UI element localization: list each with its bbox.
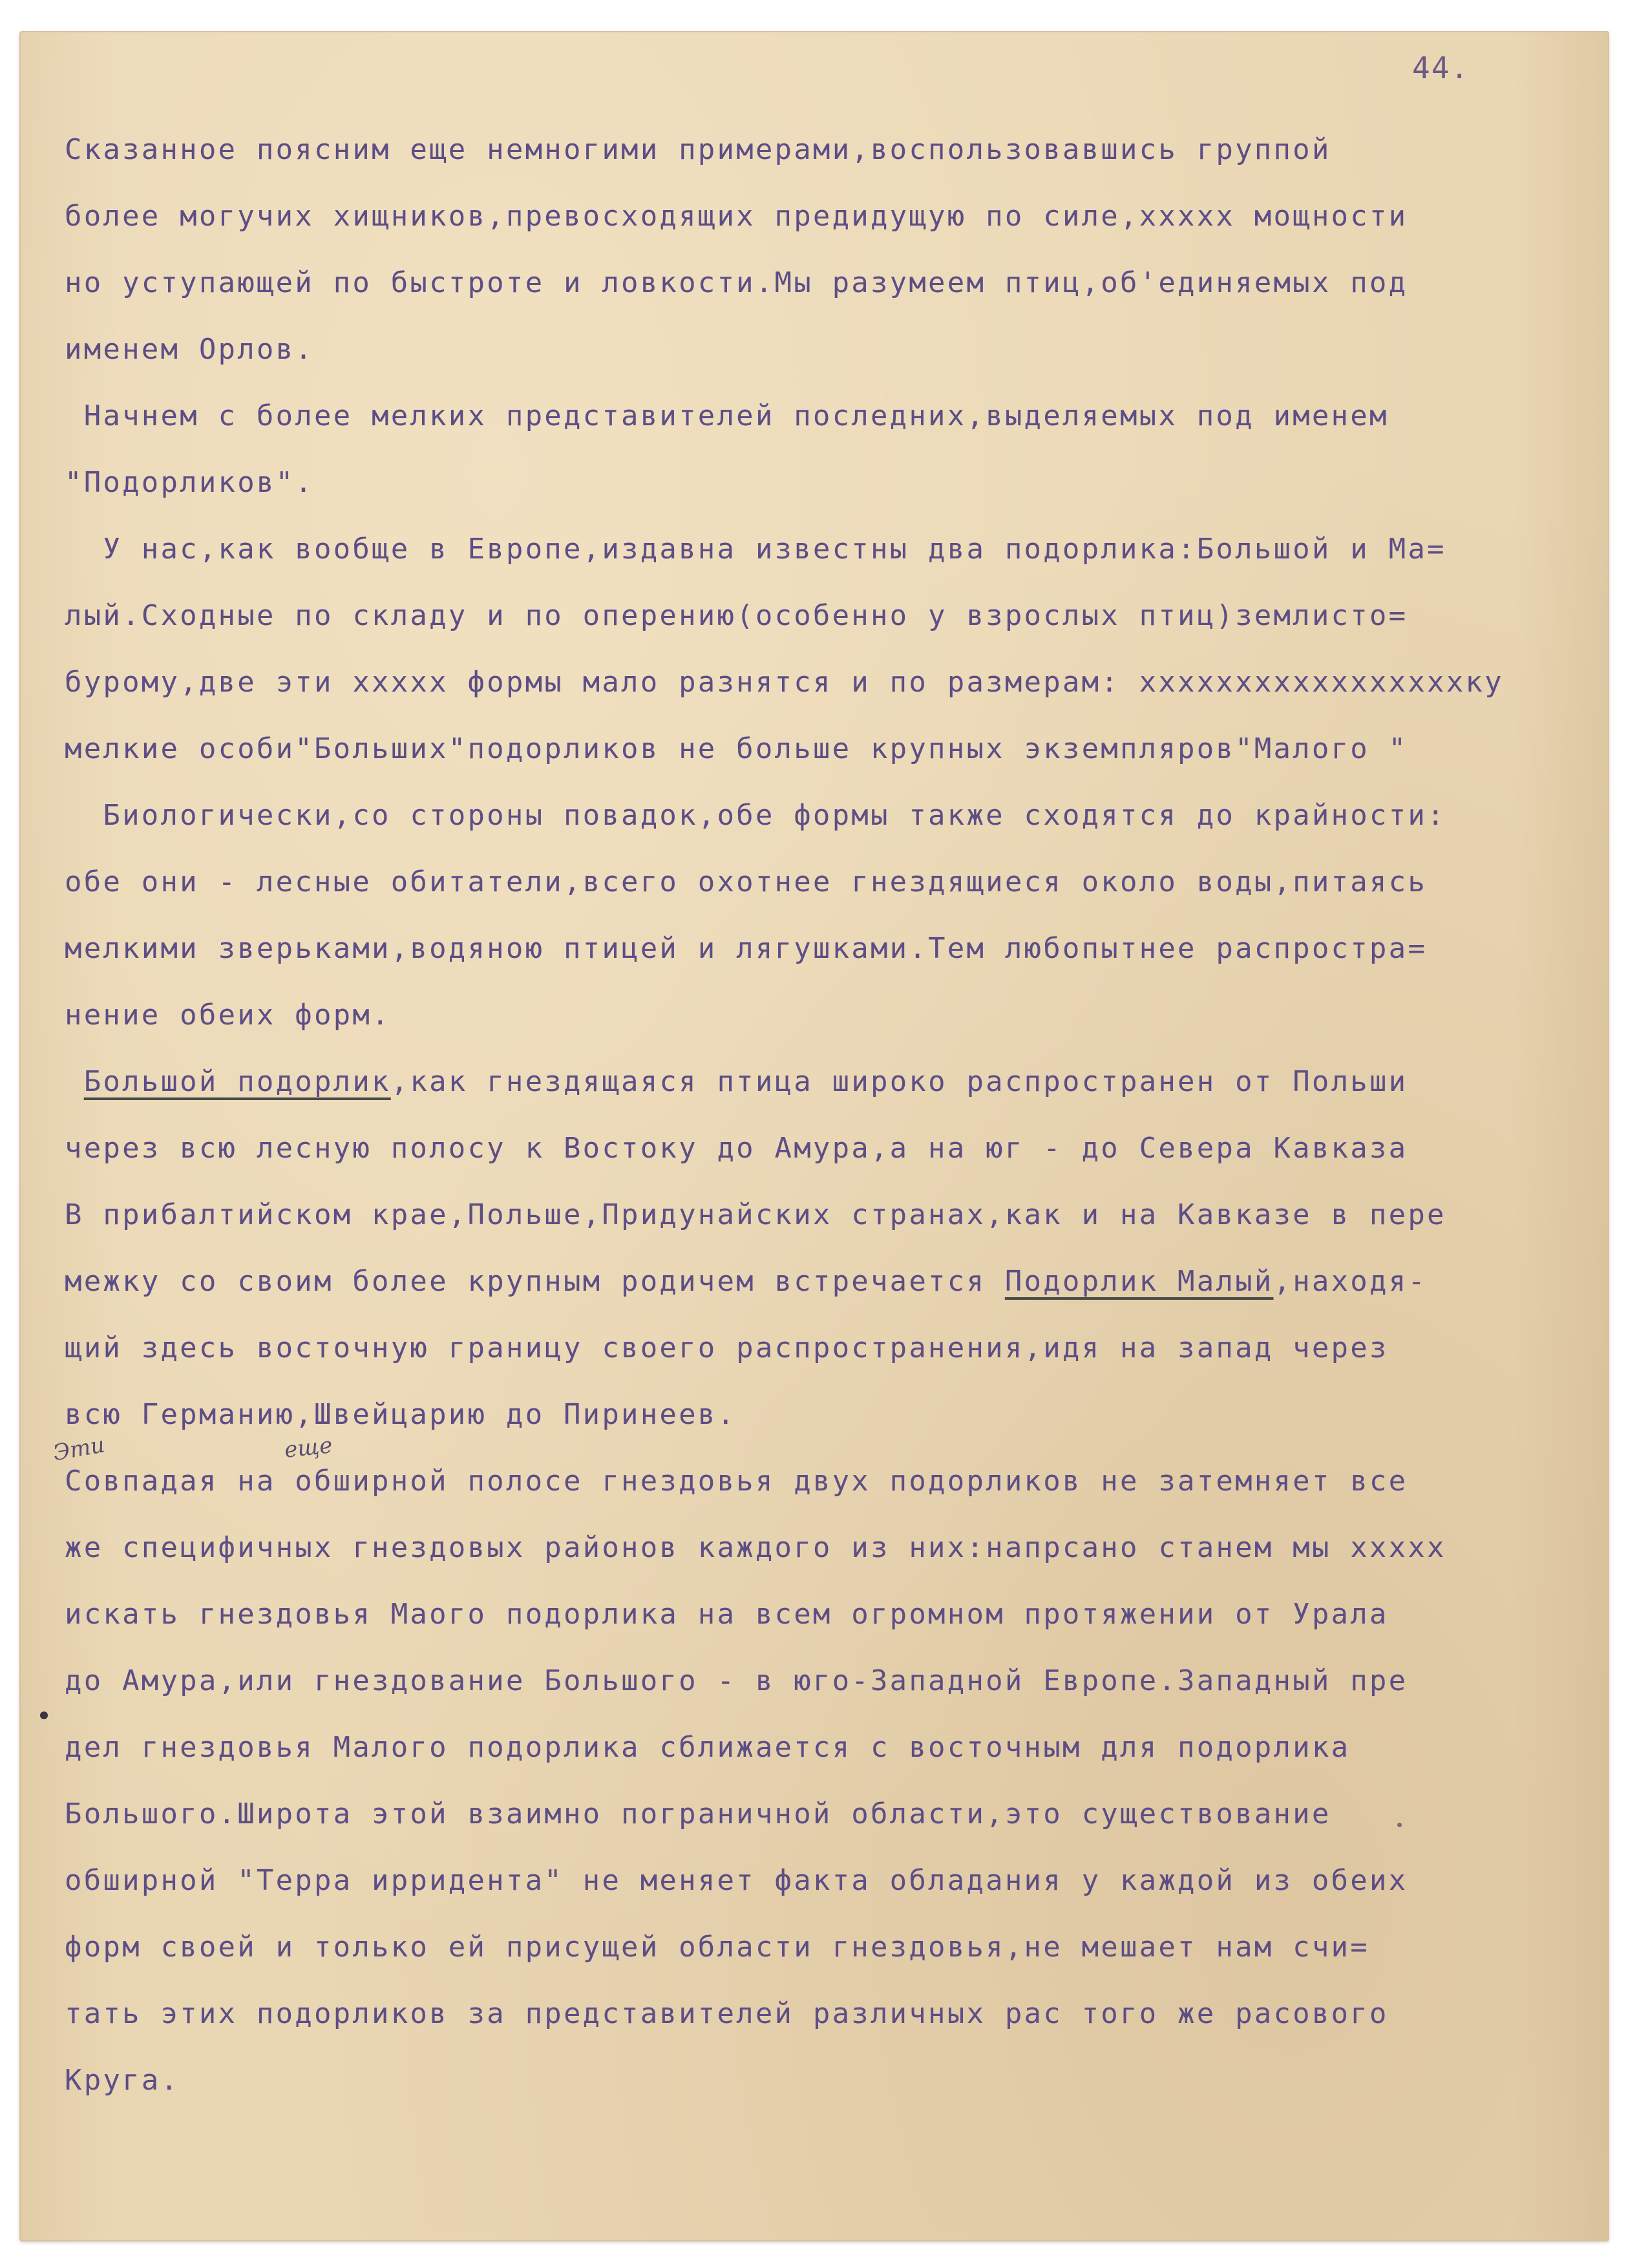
text-line: "Подорликов". (65, 466, 314, 499)
text-line: через всю лесную полосу к Востоку до Амура,а на юг - до Севера Кавказа (65, 1132, 1408, 1165)
ink-spot (40, 1712, 48, 1719)
text-line: тать этих подорликов за представителей различных рас того же расового (65, 1997, 1389, 2030)
text-line: обширной "Терра ирридента" не меняет факта обладания у каждой из обеих (65, 1864, 1408, 1897)
handwritten-margin-note: Эти (51, 1432, 107, 1467)
typed-text-body (65, 116, 1629, 2114)
text-line-underlined (65, 1248, 1629, 1315)
text-line: Начнем с более мелких представителей последних,выделяемых под именем (65, 399, 1389, 432)
text-line: более могучих хищников,превосходящих предидущую по силе,xxxxx мощности (65, 200, 1408, 233)
text-line-rest: ,как гнездящаяся птица широко распространен от Польши (390, 1065, 1408, 1098)
page-number: 44. (1412, 50, 1470, 85)
text-line: лый.Сходные по складу и по оперению(особенно у взрослых птиц)землисто= (65, 599, 1408, 632)
text-line: мелкими зверьками,водяною птицей и лягушками.Тем любопытнее распростра= (65, 932, 1428, 965)
text-line: Биологически,со стороны повадок,обе формы также сходятся до крайности: (65, 799, 1446, 832)
text-line: но уступающей по быстроте и ловкости.Мы разумеем птиц,об'единяемых под (65, 266, 1408, 299)
text-line: до Амура,или гнездование Большого - в юго-Западной Европе.Западный пре (65, 1664, 1408, 1697)
text-line: обе они - лесные обитатели,всего охотнее гнездящиеся около воды,питаясь (65, 865, 1428, 898)
text-line: же специфичных гнездовых районов каждого из них:напрсано станем мы xxxxx (65, 1531, 1446, 1564)
text-line: форм своей и только ей присущей области гнездовья,не мешает нам счи= (65, 1931, 1369, 1964)
text-line: нение обеих форм. (65, 999, 391, 1032)
text-line: Совпадая на обширной полосе гнездовья двух подорликов не затемняет все (65, 1465, 1408, 1498)
underlined-term: Подорлик Малый (1004, 1265, 1274, 1298)
text-line: дел гнездовья Малого подорлика сближается с восточным для подорлика (65, 1731, 1351, 1764)
text-line: искать гнездовья Маого подорлика на всем огромном протяжении от Урала (65, 1598, 1389, 1631)
text-line: всю Германию,Швейцарию до Пиринеев. (65, 1398, 737, 1431)
text-line: мелкие особи"Больших"подорликов не больше крупных экземпляров"Малого " (65, 732, 1408, 765)
text-line: У нас,как вообще в Европе,издавна известны два подорлика:Большой и Ма= (65, 533, 1446, 566)
text-line-underlined (65, 1048, 1629, 1115)
text-line: В прибалтийском крае,Польше,Придунайских странах,как и на Кавказе в пере (65, 1198, 1446, 1231)
text-line: Круга. (65, 2064, 180, 2097)
text-line-part: ,находя- (1273, 1265, 1428, 1298)
text-line: бурому,две эти xxxxx формы мало разнятся и по размерам: xxxxxxxxxxxxxxxxxку (65, 666, 1504, 699)
text-line: Большого.Широта этой взаимно пограничной области,это существование (65, 1797, 1331, 1830)
underlined-term: Большой подорлик (83, 1065, 391, 1098)
text-line-part: межку со своим более крупным родичем встречается (65, 1265, 1005, 1298)
handwritten-above-note: еще (283, 1432, 334, 1463)
text-line: именем Орлов. (65, 333, 314, 366)
text-line: Сказанное поясним еще немногими примерами,воспользовавшись группой (65, 133, 1331, 166)
text-line: щий здесь восточную границу своего распространения,идя на запад через (65, 1331, 1389, 1364)
